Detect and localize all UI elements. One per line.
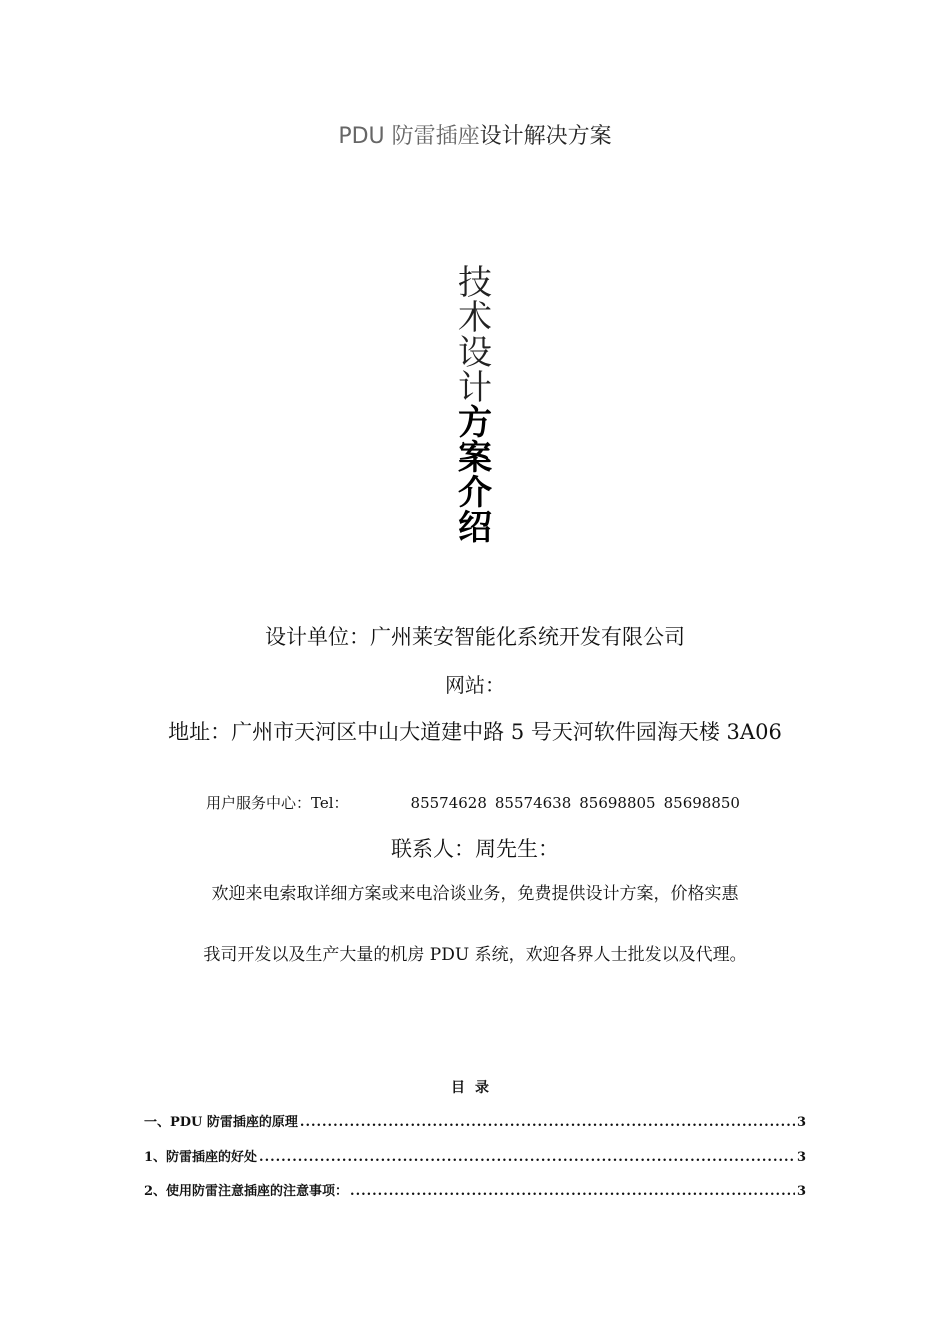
vertical-title-char: 术 xyxy=(458,298,492,338)
toc-leader-dots xyxy=(350,1182,795,1202)
toc-entry[interactable] xyxy=(144,1148,806,1168)
toc-leader-dots xyxy=(300,1113,795,1133)
service-phone-label: 用户服务中心：Tel： xyxy=(206,794,349,812)
toc-entry-text: 1、防雷插座的好处 xyxy=(144,1150,258,1165)
vertical-title xyxy=(455,263,495,548)
vertical-title-char: 案 xyxy=(458,438,492,478)
toc-entry-text: 2、使用防雷注意插座的注意事项： xyxy=(144,1184,349,1199)
phone-number: 85698805 xyxy=(579,794,656,812)
phone-number: 85574638 xyxy=(494,794,572,812)
phone-number: 85698850 xyxy=(663,794,740,812)
vertical-title-char: 方 xyxy=(458,403,492,443)
toc-heading: 目录 xyxy=(451,1080,499,1096)
document-title-part1: PDU 防雷插座 xyxy=(338,124,480,149)
document-title xyxy=(0,122,950,152)
website-label: 网站： xyxy=(445,673,505,697)
vertical-title-char: 设 xyxy=(458,333,492,373)
vertical-title-char: 计 xyxy=(458,368,492,408)
document-title-part2: 设计解决方案 xyxy=(479,124,612,149)
phone-number: 85574628 xyxy=(410,794,487,812)
toc-entry-page: 3 xyxy=(796,1115,806,1130)
service-phone-line xyxy=(0,792,950,814)
toc-entry-page: 3 xyxy=(796,1150,806,1165)
toc-entry[interactable] xyxy=(144,1182,806,1202)
vertical-title-char: 绍 xyxy=(458,508,492,548)
address: 地址：广州市天河区中山大道建中路 5 号天河软件园海天楼 3A06 xyxy=(168,720,782,744)
welcome-text: 欢迎来电索取详细方案或来电洽谈业务，免费提供设计方案，价格实惠 xyxy=(211,884,739,904)
design-unit: 设计单位：广州莱安智能化系统开发有限公司 xyxy=(265,625,685,649)
toc-entry-text: 一、PDU 防雷插座的原理 xyxy=(144,1115,298,1130)
toc-leader-dots xyxy=(259,1148,795,1168)
toc-entry-page: 3 xyxy=(796,1184,806,1199)
vertical-title-char: 技 xyxy=(458,263,492,303)
vertical-title-char: 介 xyxy=(458,473,492,513)
develop-text: 我司开发以及生产大量的机房 PDU 系统，欢迎各界人士批发以及代理。 xyxy=(203,945,747,965)
toc-entry[interactable] xyxy=(144,1113,806,1133)
contact-person: 联系人：周先生： xyxy=(391,837,559,861)
